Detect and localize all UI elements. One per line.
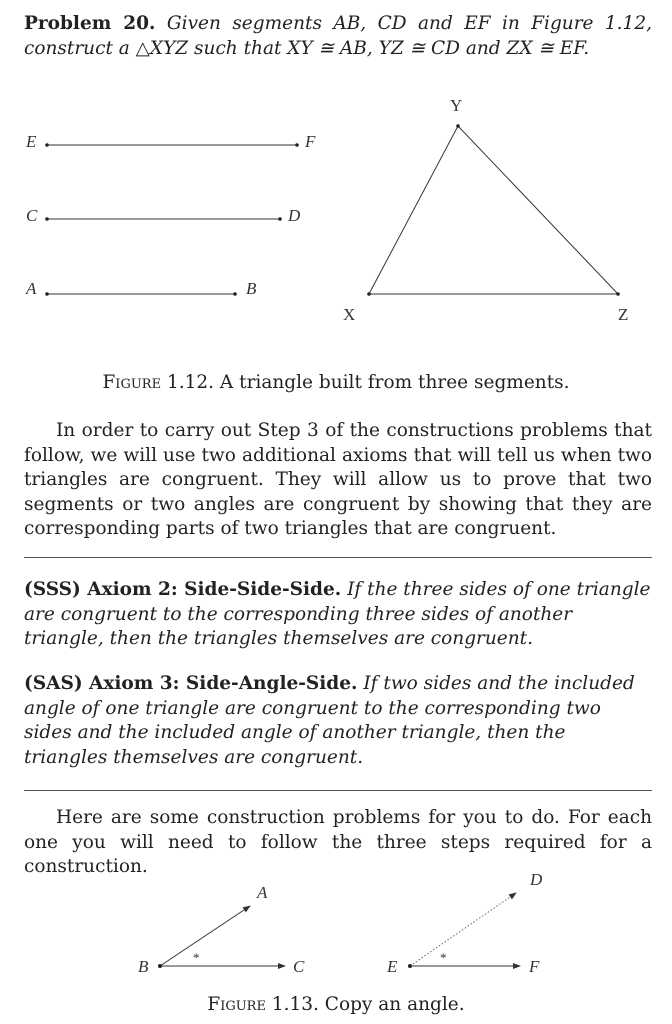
label-d-angle: D — [530, 870, 543, 889]
figure-1-13 — [0, 870, 672, 980]
label-c: C — [26, 206, 38, 225]
label-c-angle: C — [293, 957, 305, 976]
point-x — [367, 292, 371, 296]
label-z: Z — [618, 305, 629, 324]
point-b-angle — [158, 964, 162, 968]
figure-1-12 — [0, 90, 672, 330]
figure-1-12-text: A triangle built from three segments. — [219, 372, 570, 393]
label-b-angle: B — [138, 957, 149, 976]
point-f — [295, 143, 299, 147]
axiom-sss-heading: (SSS) Axiom 2: Side-Side-Side. — [24, 579, 342, 600]
construction-paragraph: Here are some construction problems for you to do. For each one you will need to follow the three steps required for a construction. — [24, 807, 652, 877]
point-e-angle — [408, 964, 412, 968]
figure-1-13-text: Copy an angle. — [324, 994, 465, 1015]
problem-label: Problem 20. — [24, 13, 156, 34]
axiom-sas-heading: (SAS) Axiom 3: Side-Angle-Side. — [24, 673, 358, 694]
point-e — [45, 143, 49, 147]
bottom-rule — [24, 790, 652, 791]
figure-1-12-label: Figure 1.12. — [102, 372, 215, 393]
label-d: D — [288, 206, 301, 225]
label-e-angle: E — [387, 957, 398, 976]
axiom-sas — [24, 672, 652, 770]
point-c — [45, 217, 49, 221]
problem-statement — [24, 12, 652, 61]
label-a-angle: A — [257, 883, 268, 902]
point-a — [45, 292, 49, 296]
point-d — [278, 217, 282, 221]
problem-text: Given segments AB, CD and EF in Figure 1.12, construct a △XYZ such that XY ≅ AB, YZ ≅ CD and ZX ≅ EF. — [24, 13, 652, 59]
angle-mark-b: * — [193, 950, 200, 965]
angle-mark-e: * — [440, 950, 447, 965]
ray-ba — [160, 906, 250, 966]
figure-1-13-caption — [0, 994, 672, 1015]
axiom-sas-text: If two sides and the included angle of one triangle are congruent to the corresponding two sides and the included angle of another triangle, then the triangles themselves are congruent. — [24, 673, 635, 768]
top-rule — [24, 557, 652, 558]
label-y: Y — [450, 96, 463, 115]
label-f-angle: F — [529, 957, 540, 976]
triangle-xyz — [369, 126, 618, 294]
axiom-sss — [24, 578, 652, 652]
label-a: A — [26, 279, 37, 298]
label-e: E — [26, 132, 37, 151]
ray-ed — [410, 893, 516, 966]
point-z — [616, 292, 620, 296]
label-b: B — [246, 279, 257, 298]
figure-1-12-caption — [0, 372, 672, 393]
intro-paragraph: In order to carry out Step 3 of the constructions problems that follow, we will use two additional axioms that will tell us when two triangles are congruent. They will allow us to prove that two segments or two angles are congruent by showing that they are corresponding parts of two triangles that are congruent. — [24, 420, 652, 539]
label-f: F — [305, 132, 316, 151]
axiom-sss-text: If the three sides of one triangle are congruent to the corresponding three sides of another triangle, then the triangles themselves are congruent. — [24, 579, 651, 649]
point-b — [233, 292, 237, 296]
figure-1-13-label: Figure 1.13. — [207, 994, 319, 1015]
point-y — [456, 124, 460, 128]
label-x: X — [343, 305, 356, 324]
